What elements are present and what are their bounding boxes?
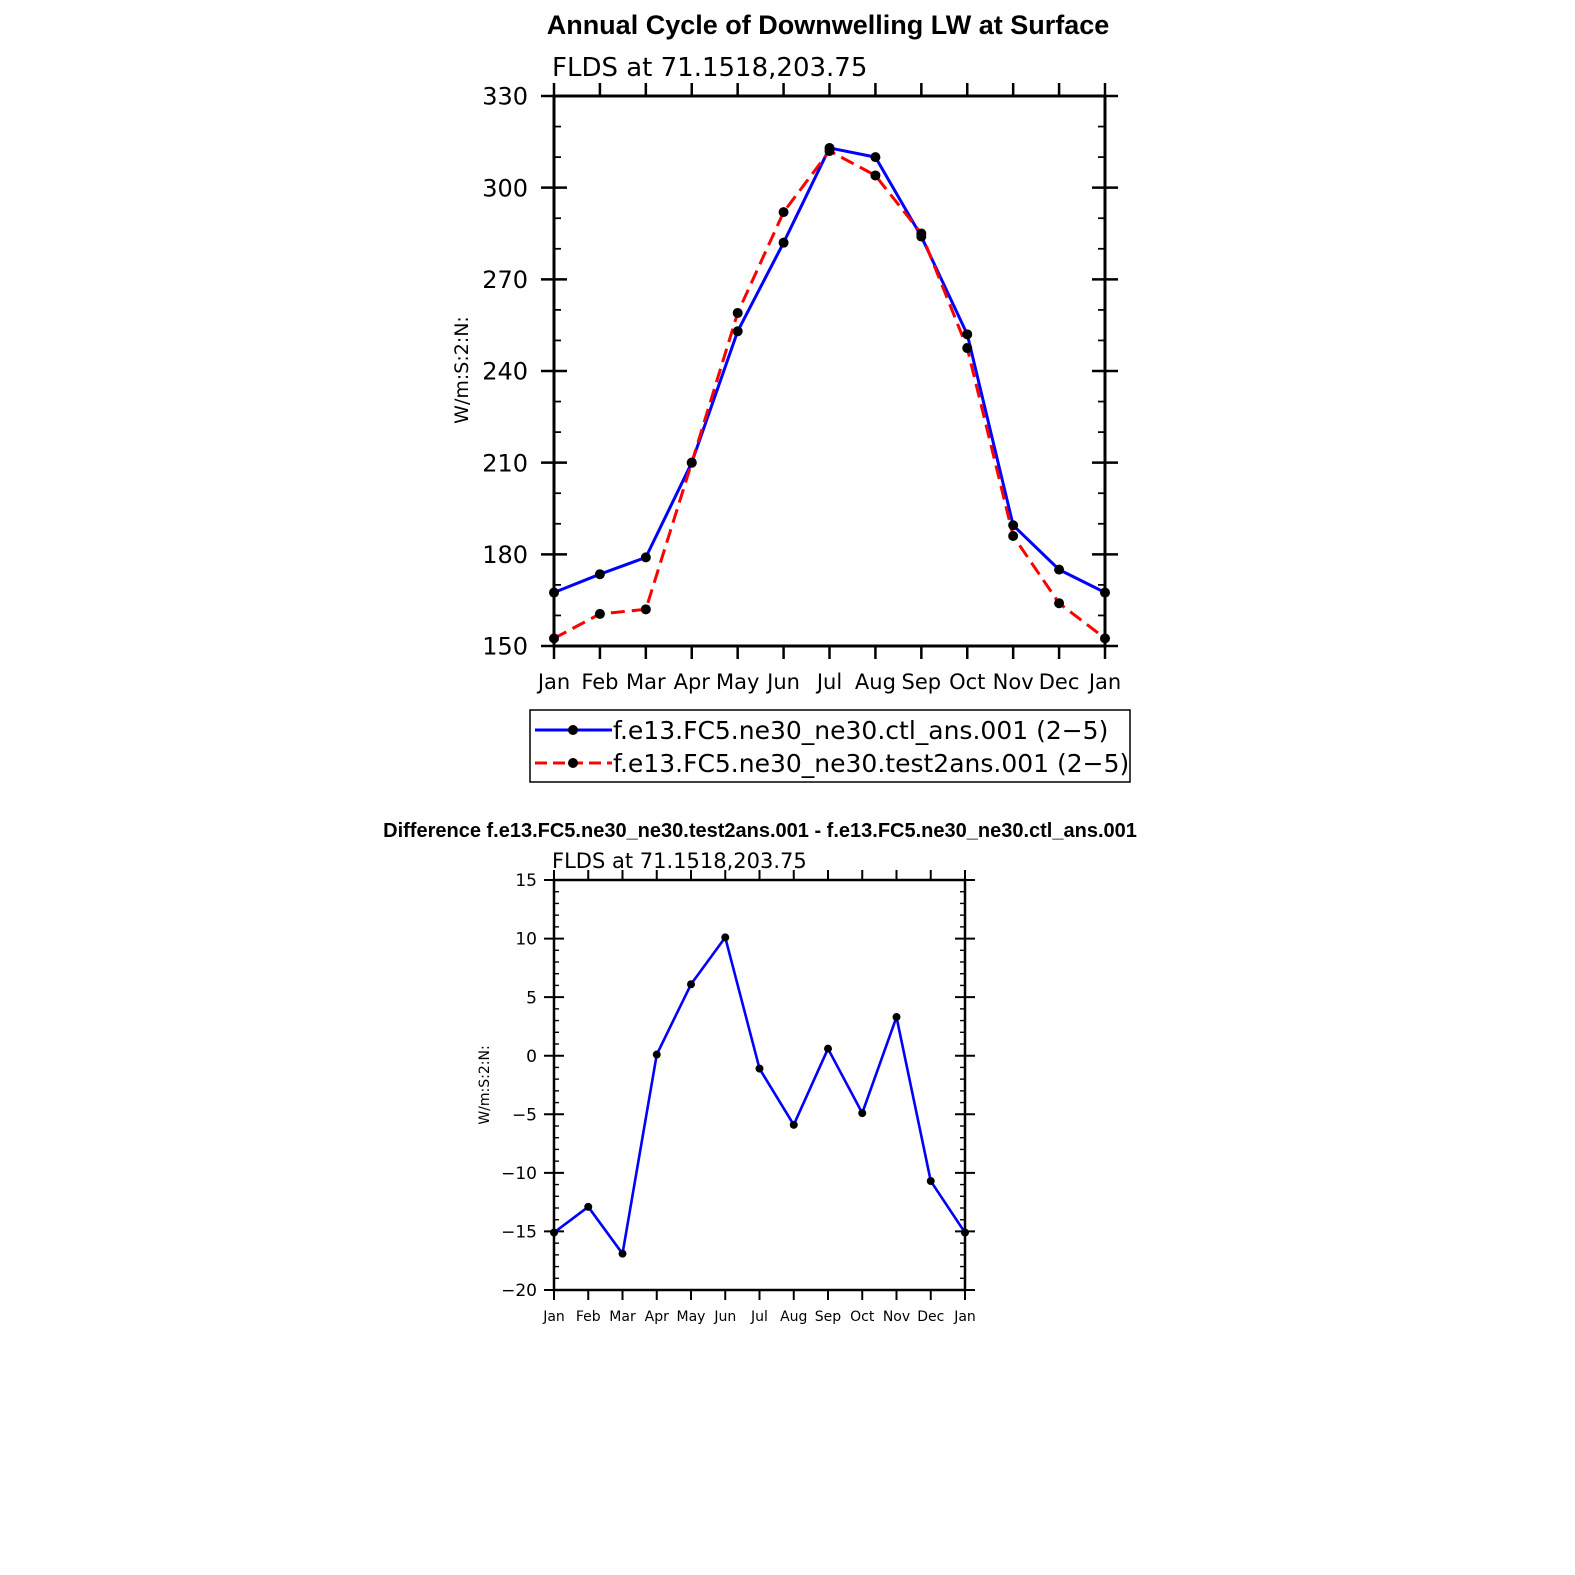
legend <box>530 710 1130 782</box>
y-axis-label: W/m:S:2:N: <box>451 316 473 424</box>
x-tick-label: Jan <box>543 1309 565 1325</box>
y-tick-label: 330 <box>482 82 528 111</box>
y-tick-label: −15 <box>501 1222 537 1243</box>
y-tick-label: 15 <box>515 871 537 892</box>
data-point-s0-4 <box>687 980 695 988</box>
y-tick-label: 10 <box>515 929 537 950</box>
data-point-s0-10 <box>1008 520 1018 530</box>
data-point-s1-11 <box>1054 598 1064 608</box>
data-point-s0-11 <box>927 1177 935 1185</box>
difference-y-axis-label: W/m:S:2:N: <box>477 1045 493 1125</box>
y-tick-label: −10 <box>501 1163 537 1184</box>
data-point-s0-5 <box>779 238 789 248</box>
x-tick-label: May <box>715 670 760 694</box>
data-point-s0-10 <box>893 1013 901 1021</box>
chart-title: Annual Cycle of Downwelling LW at Surface <box>546 10 1110 40</box>
y-tick-label: 5 <box>526 988 537 1009</box>
x-tick-label: Oct <box>850 1309 875 1325</box>
y-tick-label: 270 <box>482 265 528 294</box>
chart-subtitle: FLDS at 71.1518,203.75 <box>552 53 868 83</box>
data-point-s1-3 <box>687 458 697 468</box>
data-point-s0-7 <box>870 152 880 162</box>
x-tick-label: Jun <box>714 1309 737 1325</box>
data-point-s0-1 <box>595 569 605 579</box>
data-point-s0-5 <box>721 933 729 941</box>
data-point-s0-9 <box>858 1109 866 1117</box>
x-tick-label: Jan <box>954 1309 976 1325</box>
x-tick-label: Nov <box>992 670 1034 694</box>
data-point-s1-9 <box>962 343 972 353</box>
x-tick-label: Dec <box>917 1309 945 1325</box>
legend-marker-test <box>568 758 578 768</box>
y-tick-label: 210 <box>482 449 528 478</box>
data-point-s0-7 <box>790 1121 798 1129</box>
x-tick-label: Aug <box>854 670 896 694</box>
data-point-s1-7 <box>870 170 880 180</box>
data-point-s1-4 <box>733 308 743 318</box>
x-tick-label: Mar <box>609 1309 636 1325</box>
data-point-s1-8 <box>916 229 926 239</box>
data-point-s0-6 <box>756 1065 764 1073</box>
data-point-s1-6 <box>825 146 835 156</box>
x-tick-label: Jul <box>816 670 843 694</box>
y-tick-label: −5 <box>511 1105 537 1126</box>
y-tick-label: 180 <box>482 540 528 569</box>
data-point-s1-10 <box>1008 531 1018 541</box>
x-tick-label: Sep <box>814 1309 842 1325</box>
x-tick-label: Apr <box>673 670 710 694</box>
x-tick-label: May <box>676 1309 706 1325</box>
data-point-s0-9 <box>962 329 972 339</box>
legend-label-test: f.e13.FC5.ne30_ne30.test2ans.001 (2−5) <box>613 749 1130 778</box>
data-point-s1-2 <box>641 604 651 614</box>
data-point-s0-2 <box>619 1250 627 1258</box>
x-tick-label: Feb <box>581 670 619 694</box>
y-tick-label: 240 <box>482 357 528 386</box>
data-point-s0-11 <box>1054 565 1064 575</box>
difference-chart-title: Difference f.e13.FC5.ne30_ne30.test2ans.001 - f.e13.FC5.ne30_ne30.ctl_ans.001 <box>383 820 1137 842</box>
difference-chart-subtitle: FLDS at 71.1518,203.75 <box>552 849 807 873</box>
y-tick-label: 300 <box>482 174 528 203</box>
x-tick-label: Jan <box>1088 670 1122 694</box>
legend-label-ctl: f.e13.FC5.ne30_ne30.ctl_ans.001 (2−5) <box>613 716 1109 745</box>
x-tick-label: Aug <box>780 1309 808 1325</box>
y-tick-label: −20 <box>501 1281 537 1302</box>
data-point-s0-3 <box>653 1051 661 1059</box>
x-tick-label: Nov <box>882 1309 911 1325</box>
y-tick-label: 150 <box>482 632 528 661</box>
data-point-s0-8 <box>824 1045 832 1053</box>
data-point-s0-2 <box>641 552 651 562</box>
x-tick-label: Oct <box>949 670 986 694</box>
legend-entry-test <box>535 749 1129 778</box>
x-tick-label: Apr <box>644 1309 669 1325</box>
legend-marker-ctl <box>568 725 578 735</box>
x-tick-label: Jan <box>537 670 571 694</box>
x-tick-label: Jul <box>751 1309 768 1325</box>
x-tick-label: Feb <box>575 1309 601 1325</box>
x-tick-label: Sep <box>901 670 942 694</box>
data-point-s0-1 <box>584 1203 592 1211</box>
y-tick-label: 0 <box>526 1046 537 1067</box>
x-tick-label: Dec <box>1038 670 1080 694</box>
data-point-s1-5 <box>779 207 789 217</box>
legend-entry-ctl <box>535 716 1108 745</box>
x-tick-label: Mar <box>626 670 666 694</box>
data-point-s1-1 <box>595 609 605 619</box>
data-point-s0-4 <box>733 326 743 336</box>
x-tick-label: Jun <box>767 670 800 694</box>
